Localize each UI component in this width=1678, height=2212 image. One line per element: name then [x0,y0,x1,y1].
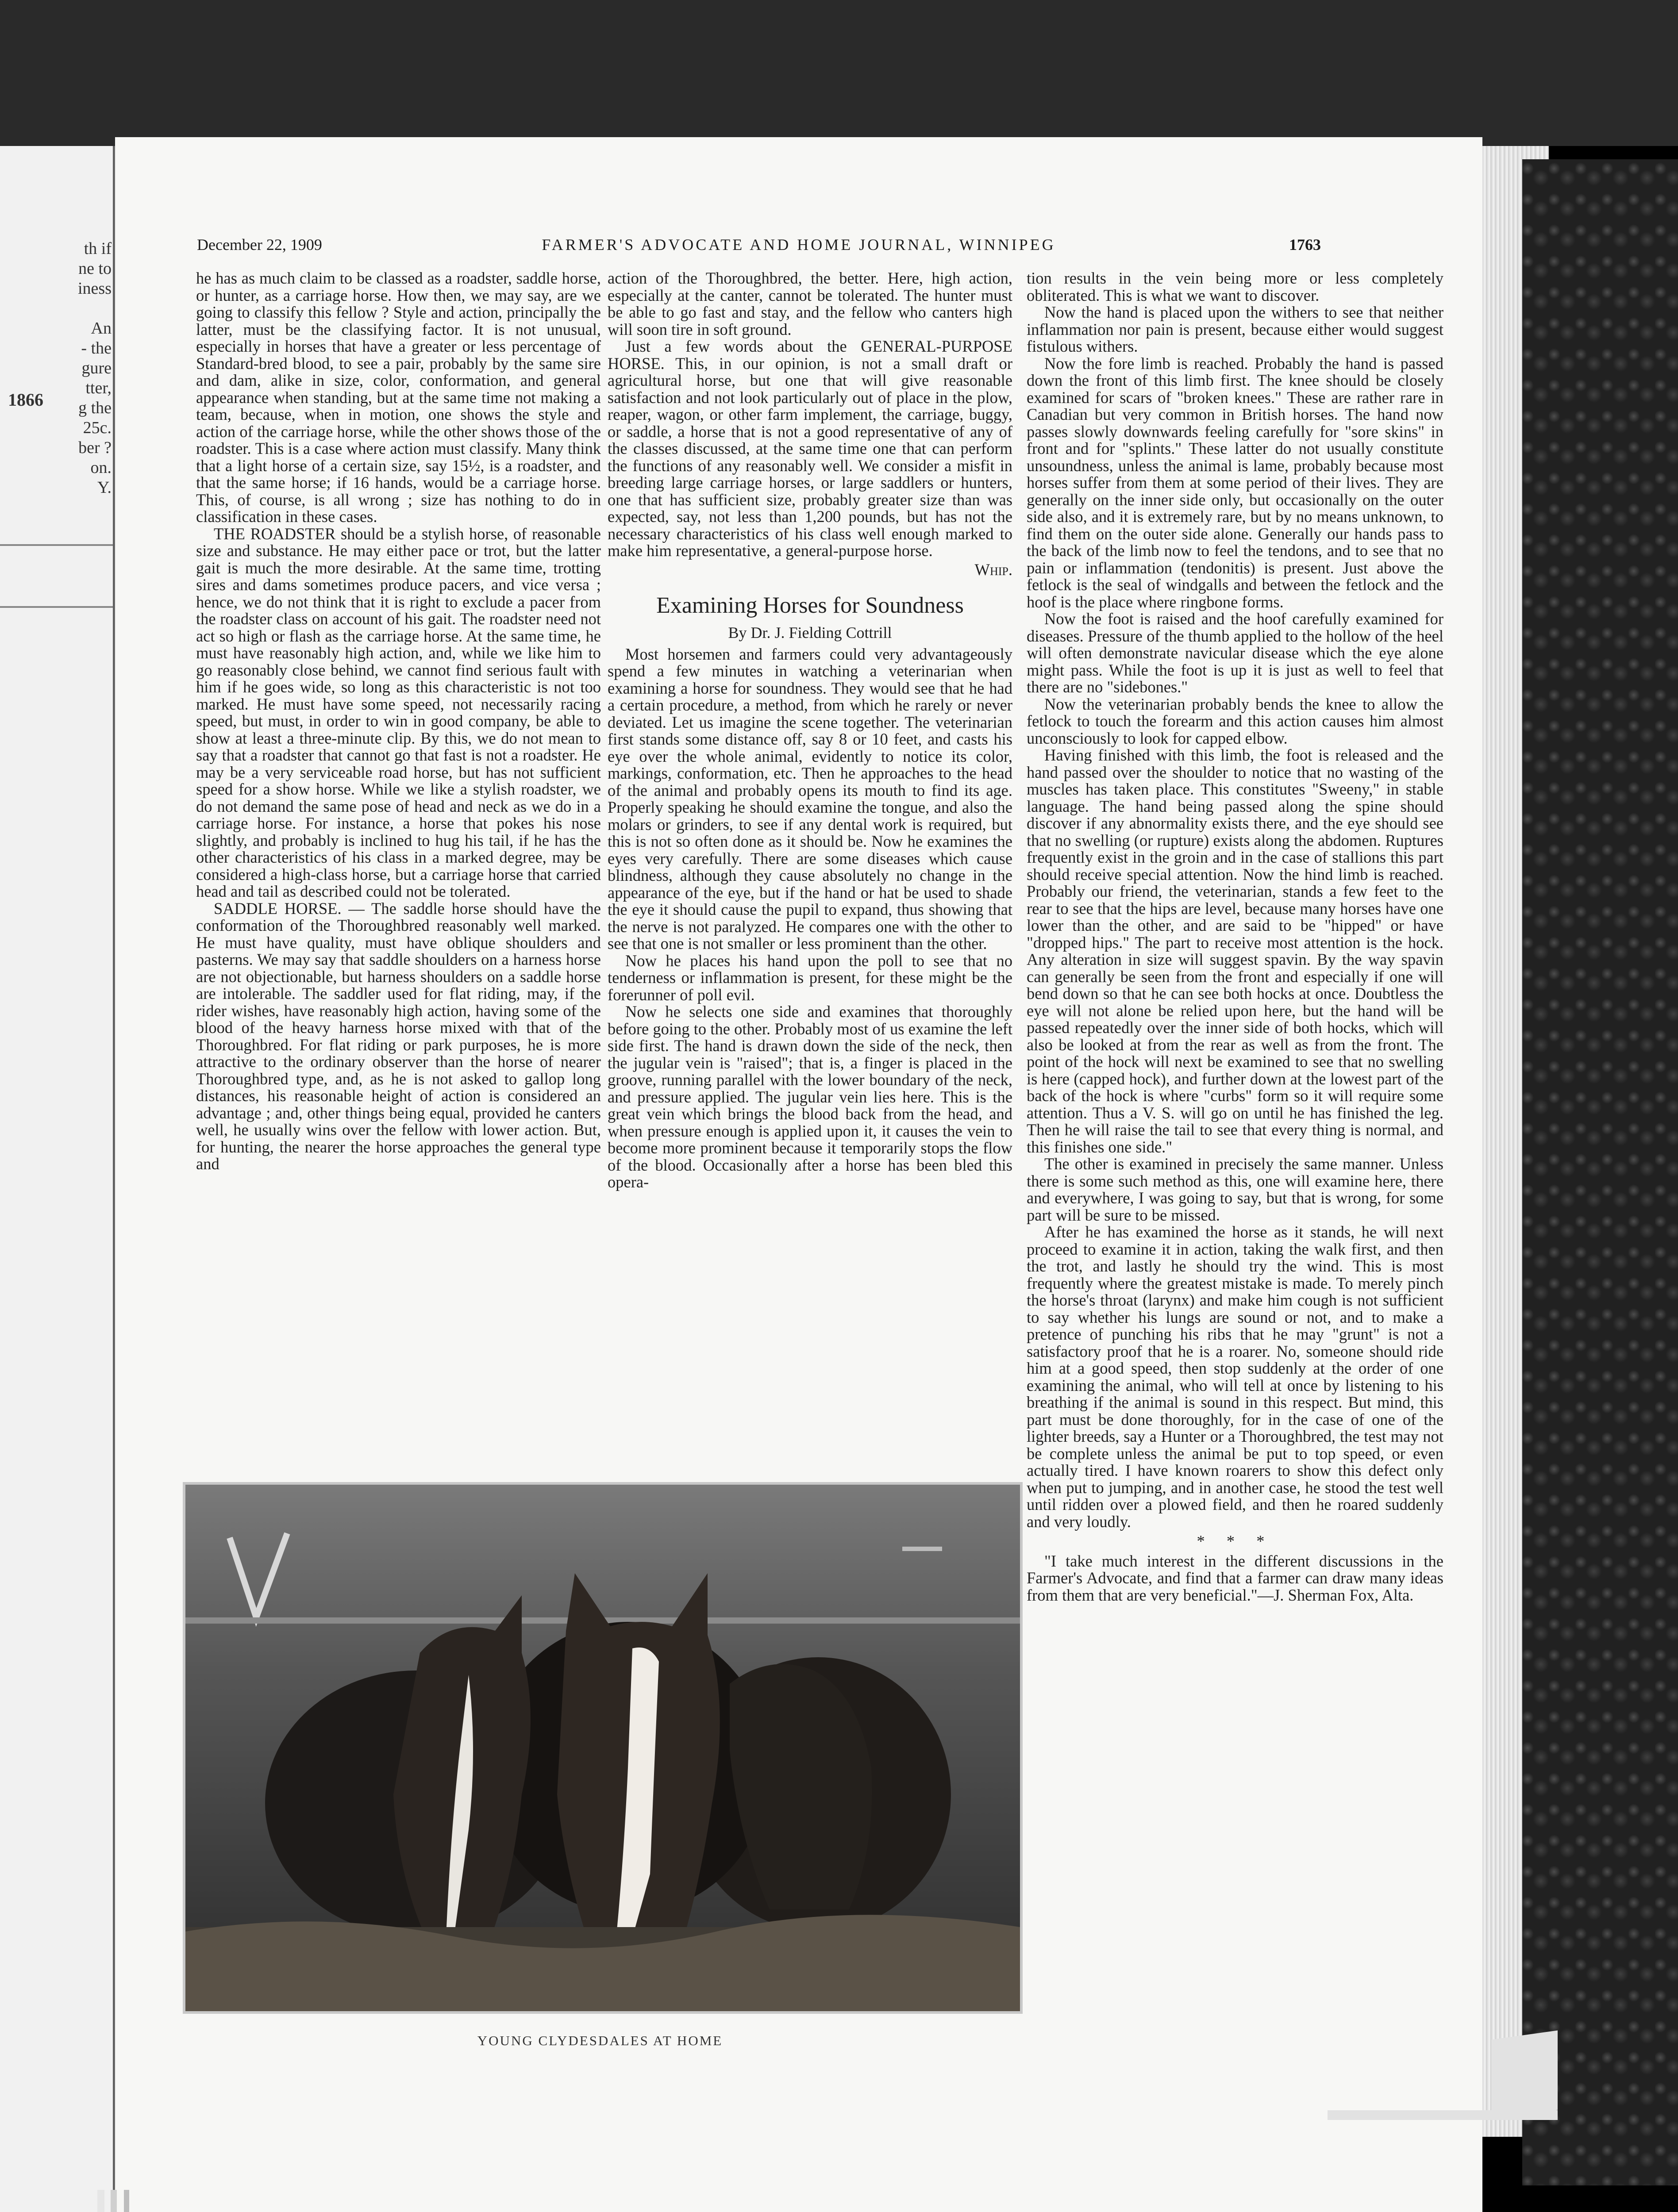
paragraph: THE ROADSTER should be a stylish horse, of reasonable size and substance. He may either pace or trot, but the latter gait is much the more desirable. At the same time, trotting sires and dams sometimes produce pacers, and vice versa ; hence, we do not think that it is right to exclude a pacer from the roadster class on account of his gait. The roadster need not act so high or flash as the carriage horse. At the same time, he must have reasonably high action, and, while we like him to go reasonably close behind, we cannot find serious fault with him if he goes wide, so long as this characteristic is not too marked. He must have some speed, not necessarily racing speed, but must, in order to win in good company, be able to show at least a three-minute clip. By this, we do not mean to say that a roadster that cannot go that fast is not a roadster. He may be a very serviceable road horse, but has not sufficient speed for a show horse. While we like a stylish roadster, we do not demand the same pose of head and neck as we do in a carriage horse. For instance, a horse that pokes his nose slightly, and probably is inclined to hug his tail, if he has the other characteristics of his class in a marked degree, may be considered a high-class horse, but a carriage horse that carried head and tail as described could not be tolerated. [196,524,601,900]
bookmark-ribbon [1491,2030,1558,2119]
article-byline: By Dr. J. Fielding Cottrill [728,624,892,641]
binding-thread [124,2190,129,2212]
paragraph: SADDLE HORSE. — The saddle horse should have the conformation of the Thoroughbred reasonably well marked. He must have quality, must have oblique shoulders and pasterns. We may say that saddle shoulders on a harness horse are not objectionable, but harness shoulders on a saddle horse are intolerable. The saddler used for flat riding, may, if the rider wishes, have reasonably high action, having some of the blood of the heavy harness horse mixed with that of the Thoroughbred. For flat riding or park purposes, he is more attractive to the ordinary observer than the horse of nearer Thoroughbred type, and, as he is not asked to gallop long distances, his reasonable height of action is considered an advantage ; and, other things being equal, provided he canters well, he usually wins over the fellow with lower action. But, for hunting, the nearer the horse approaches the general type and [196,899,601,1173]
paragraph: Now he places his hand upon the poll to see that no tenderness or inflammation is present, for these might be the forerunner of poll evil. [608,951,1012,1004]
top-background [0,0,1678,146]
previous-page-rule [0,606,116,608]
article-title: Examining Horses for Soundness [656,593,964,618]
horses-photo [183,1482,1023,2014]
previous-page-rule [0,544,116,546]
magazine-page [115,137,1482,2212]
reader-letter: "I take much interest in the different discussions in the Farmer's Advocate, and find that a farmer can draw many ideas from them that are very beneficial."—J. Sherman Fox, Alta. [1027,1551,1443,1604]
column-2 [608,270,1012,1191]
binding-thread [111,2190,117,2212]
paragraph: Having finished with this limb, the foot is released and the hand passed over the shoulder to notice that no wasting of the muscles has taken place. This constitutes "Sweeny," in stable language. The hand being passed along the spine should discover if any abnormality exists there, and the eye should see that no swelling (or rupture) exists along the abdomen. Ruptures frequently exist in the groin and in the case of stallions this part should receive special attention. Now the hind limb is reached. Probably our friend, the veterinarian, stands a few feet to the rear to see that the hips are level, because many horses have one lower than the other, and are said to be "hipped" or have "dropped hips." The part to receive most attention is the hock. Any alteration in size will suggest spavin. By the way spavin can generally be seen from the front and especially if one will bend down so that he can see both hocks at once. Doubtless the eye will not alone be relied upon here, but the hand will be passed repeatedly over the inner side of both hocks, which will also be looked at from the rear as well as from the front. The point of the hock will next be examined to see that no swelling is here (capped hock), and further down at the lowest part of the back of the hock is where "curbs" form so it will require some attention. Thus a V. S. will go on until he has finished the leg. Then he will raise the tail to see that every thing is normal, and this finishes one side." [1027,746,1443,1156]
page-header [115,235,1482,262]
header-title: FARMER'S ADVOCATE AND HOME JOURNAL, WINNIPEG [542,236,1056,253]
paragraph: The other is examined in precisely the same manner. Unless there is some such method as this, one will examine here, there and everywhere, I was going to say, but that is wrong, for some part will be sure to be missed. [1027,1155,1443,1224]
horses-photo-image [185,1485,1020,2011]
paragraph: Now he selects one side and examines that thoroughly before going to the other. Probably most of us examine the left side first. The hand is drawn down the side of the neck, then the jugular vein is "raised"; that is, a finger is placed in the groove, running parallel with the lower boundary of the neck, and pressure applied. The jugular vein lies here. This is the great vein which brings the blood back from the head, and when pressure enough is applied upon it, it causes the vein to become more prominent because it temporarily stops the flow of the blood. Occasionally after a horse has been bled this opera- [608,1002,1012,1191]
paragraph: action of the Thoroughbred, the better. Here, high action, especially at the canter, cannot be tolerated. The hunter must be able to go fast and stay, and the fellow who canters high will soon tire in soft ground. [608,269,1012,338]
paragraph: Now the hand is placed upon the withers to see that neither inflammation nor pain is present, because either would suggest fistulous withers. [1027,303,1443,355]
paragraph: Now the veterinarian probably bends the knee to allow the fetlock to touch the forearm and this action causes him almost unconsciously to look for capped elbow. [1027,695,1443,747]
column-3 [1027,270,1443,1604]
signature: Whip. [974,560,1012,579]
header-page-number: 1763 [1289,236,1321,253]
paragraph: he has as much claim to be classed as a roadster, saddle horse, or hunter, as a carriage horse. How then, we may say, are we going to classify this fellow ? Style and action, principally the latter, must be the classifying factor. It is not unusual, especially in horses that have a greater or less percentage of Standard-bred blood, to see a pair, probably by the same sire and dam, alike in size, color, conformation, and general appearance when standing, but at the same time not making a team, because, when in motion, one shows the style and action of the carriage horse, while the other shows those of the roadster. This is a case where action must classify. Many think that a light horse of a certain size, say 15½, is a roadster, and that the same horse; if 16 hands, would be a carriage horse. This, of course, is all wrong ; size has nothing to do in classification in these cases. [196,269,601,526]
paragraph: After he has examined the horse as it stands, he will next proceed to examine it in action, taking the walk first, and then the trot, and lastly he should try the wind. This is most frequently where the greatest mistake is made. To merely pinch the horse's throat (larynx) and make him cough is not sufficient to say whether his lungs are sound or not, and to make a pretence of punching his ribs that he may "grunt" is not a satisfactory proof that he is a roarer. No, someone should ride him at a good speed, then stop suddenly at the order of one examining the animal, who will tell at once by listening to his breathing if the animal is sound in this respect. But mind, this part must be done thoroughly, for in the case of one of the lighter breeds, say a Hunter or a Thoroughbred, the test may not be complete unless the animal be put to top speed, or even actually tired. I have known roarers to show this defect only when put to jumping, and in another case, he stood the test well until ridden over a plowed field, and then he roared suddenly and very loudly. [1027,1223,1443,1531]
paragraph: Now the foot is raised and the hoof carefully examined for diseases. Pressure of the thumb applied to the hollow of the heel will often demonstrate navicular disease which the eye alone might pass. While the foot is up it is just as well to feel that there are no "sidebones." [1027,610,1443,696]
section-stars: * * * [1197,1532,1274,1550]
binding-thread [97,2190,104,2212]
header-date: December 22, 1909 [197,236,322,253]
previous-page-fragments: th if ne to iness An - the gure tter, g the 25c. ber ? on. Y. [78,239,112,497]
paragraph: Most horsemen and farmers could very advantageously spend a few minutes in watching a veterinarian when examining a horse for soundness. They would see that he had a certain procedure, a method, from which he rarely or never deviated. Let us imagine the scene together. The veterinarian first stands some distance off, say 8 or 10 feet, and casts his eye over the whole animal, evidently to notice its color, markings, conformation, etc. Then he approaches to the head of the animal and probably opens its mouth to find its age. Properly speaking he should examine the tongue, and also the molars or grinders, to see if any dental work is required, but this is not so often done as it should be. Now he examines the eyes very carefully. There are some diseases which cause blindness, although they cause absolutely no change in the appearance of the eye, but if the hand or hat be used to shade the eye it should cause the pupil to expand, thus showing that the nerve is not paralyzed. He compares one with the other to see that one is not smaller or less prominent than the other. [608,645,1012,952]
photo-caption: YOUNG CLYDESDALES AT HOME [477,2033,723,2048]
paragraph: Now the fore limb is reached. Probably the hand is passed down the front of this limb first. The knee should be closely examined for scars of "broken knees." These are rather rare in Canadian but very common in British horses. The hand now passes slowly downwards feeling carefully for "sore skins" in front and for "splints." These latter do not usually constitute unsoundness, unless the animal is lame, probably because most horses suffer from them at some period of their lives. They are generally on the inner side only, but occasionally on the outer side also, and it is extremely rare, but by no means unknown, to find them on the outer side alone. Generally our hands pass to the back of the limb now to feel the tendons, and to see that no pain or inflammation (tendonitis) is present. Just above the fetlock is the seal of windgalls and between the fetlock and the hoof is the place where ringbone forms. [1027,354,1443,611]
book-cover-texture [1522,159,1678,2185]
page-bottom-edge [1328,2110,1558,2120]
paragraph: tion results in the vein being more or less completely obliterated. This is what we want to discover. [1027,269,1443,304]
paragraph: Just a few words about the GENERAL-PURPOSE HORSE. This, in our opinion, is not a small draft or agricultural horse, but one that will give reasonable satisfaction and not look particularly out of place in the plow, reaper, wagon, or other farm implement, the carriage, buggy, or saddle, a horse that is not a good representative of any of the classes discussed, at the same time one that can perform the functions of any reasonably well. We consider a misfit in breeding large carriage horses, or large saddlers or hunters, one that has sufficient size, probably greater size than was expected, say, not less than 1,200 pounds, but has not the necessary characteristics of his class well enough marked to make him representative, a general-purpose horse. [608,337,1012,560]
previous-page-number: 1866 [8,390,43,410]
previous-page [0,146,116,2212]
column-1 [196,270,601,1173]
